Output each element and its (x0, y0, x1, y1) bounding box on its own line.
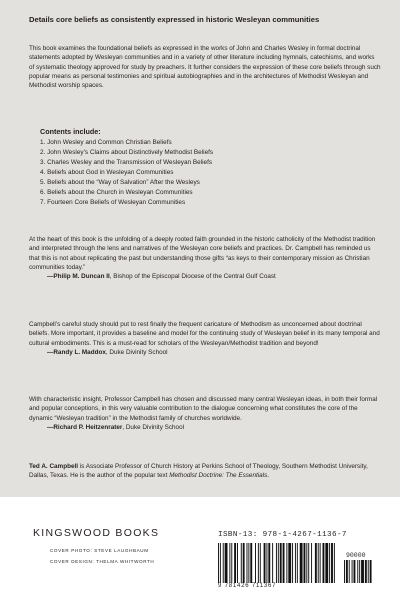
endorsement-duncan (29, 235, 381, 281)
endorsement-quote: At the heart of this book is the unfolding of a deeply rooted faith grounded in the historic catholicity of the Methodist tradition and interpreted through the lens and narratives of the Wesleyan core beliefs and practices. Dr. Campbell has reminded us that this is not about replicating the past but understanding those gifts “as keys to their contemporary mission as Christian communities today.” (29, 236, 376, 271)
footer (0, 497, 400, 600)
endorsement-quote: With characteristic insight, Professor Campbell has chosen and discussed many central Wesleyan ideas, in both their formal and popular conceptions, in this very valuable contribution to the dialogue concerning what constitutes the core of the dynamic “Wesleyan tradition” in the Methodist family of churches worldwide. (29, 396, 378, 422)
contents-item: 5. Beliefs about the “Way of Salvation” After the Wesleys (40, 179, 200, 186)
author-bio (29, 462, 381, 481)
contents-item: 7. Fourteen Core Beliefs of Wesleyan Communities (40, 199, 186, 206)
isbn-barcode-block (218, 531, 376, 591)
barcode-addon (344, 560, 374, 583)
price-code: 90000 (346, 552, 366, 559)
headline: Details core beliefs as consistently expressed in historic Wesleyan communities (29, 15, 320, 24)
author-book-title: Methodist Doctrine: The Essentials (169, 472, 268, 480)
barcode-digits: 9 781426 711367 (218, 583, 277, 589)
author-bio-end: . (267, 472, 270, 480)
isbn-text: ISBN-13: 978-1-4267-1136-7 (218, 531, 347, 539)
cover-design-credit: COVER DESIGN: THELMA WHITWORTH (50, 559, 155, 564)
contents-item: 1. John Wesley and Common Christian Beliefs (40, 139, 172, 146)
contents-item: 4. Beliefs about God in Wesleyan Communities (40, 169, 174, 176)
endorser-name: —Richard P. Heitzenrater (47, 423, 123, 431)
endorsement-attribution (29, 272, 381, 281)
author-bio-text: is Associate Professor of Church History at Perkins School of Theology, Southern Methodist University, Dallas, Texas. He is the author of the popular text (29, 463, 368, 480)
cover-photo-credit: COVER PHOTO: STEVE LAUGHBAUM (50, 548, 149, 553)
endorsement-quote: Campbell’s careful study should put to rest finally the frequent caricature of Methodism as unconcerned about doctrinal beliefs. More important, it provides a baseline and model for the continuing study of Wesleyan belief in its many temporal and cultural embodiments. This is a must-read for scholars of the Wesleyan/Methodist tradition and beyond! (29, 321, 380, 347)
endorser-affiliation: , Bishop of the Episcopal Diocese of the Central Gulf Coast (109, 273, 276, 281)
contents-item: 2. John Wesley’s Claims about Distinctively Methodist Beliefs (40, 149, 214, 156)
endorsement-attribution (29, 423, 381, 432)
contents-list (40, 138, 213, 208)
endorsement-heitzenrater (29, 395, 381, 432)
endorser-affiliation: , Duke Divinity School (105, 348, 168, 356)
endorser-name: —Philip M. Duncan II (47, 273, 110, 281)
contents-item: 6. Beliefs about the Church in Wesleyan Communities (40, 189, 193, 196)
endorser-name: —Randy L. Maddox (47, 348, 106, 356)
endorsement-attribution (29, 348, 381, 357)
endorsement-maddox (29, 320, 381, 357)
author-name: Ted A. Campbell (29, 463, 78, 470)
contents-title: Contents include: (40, 127, 101, 136)
intro-paragraph: This book examines the foundational beliefs as expressed in the works of John and Charles Wesley in formal doctrinal statements adopted by Wesleyan communities and in a variety of other literature including hymnals, catechisms, and works of systematic theology approved for study by preachers. It further considers the expression of these core beliefs through such popular means as personal testimonies and spiritual autobiographies and in the architectures of Methodist Wesleyan and Methodist worship spaces. (29, 45, 381, 90)
barcode-main (218, 543, 340, 583)
contents-item: 3. Charles Wesley and the Transmission of Wesleyan Beliefs (40, 159, 213, 166)
endorser-affiliation: , Duke Divinity School (122, 423, 185, 431)
publisher-name: KINGSWOOD BOOKS (33, 527, 160, 539)
